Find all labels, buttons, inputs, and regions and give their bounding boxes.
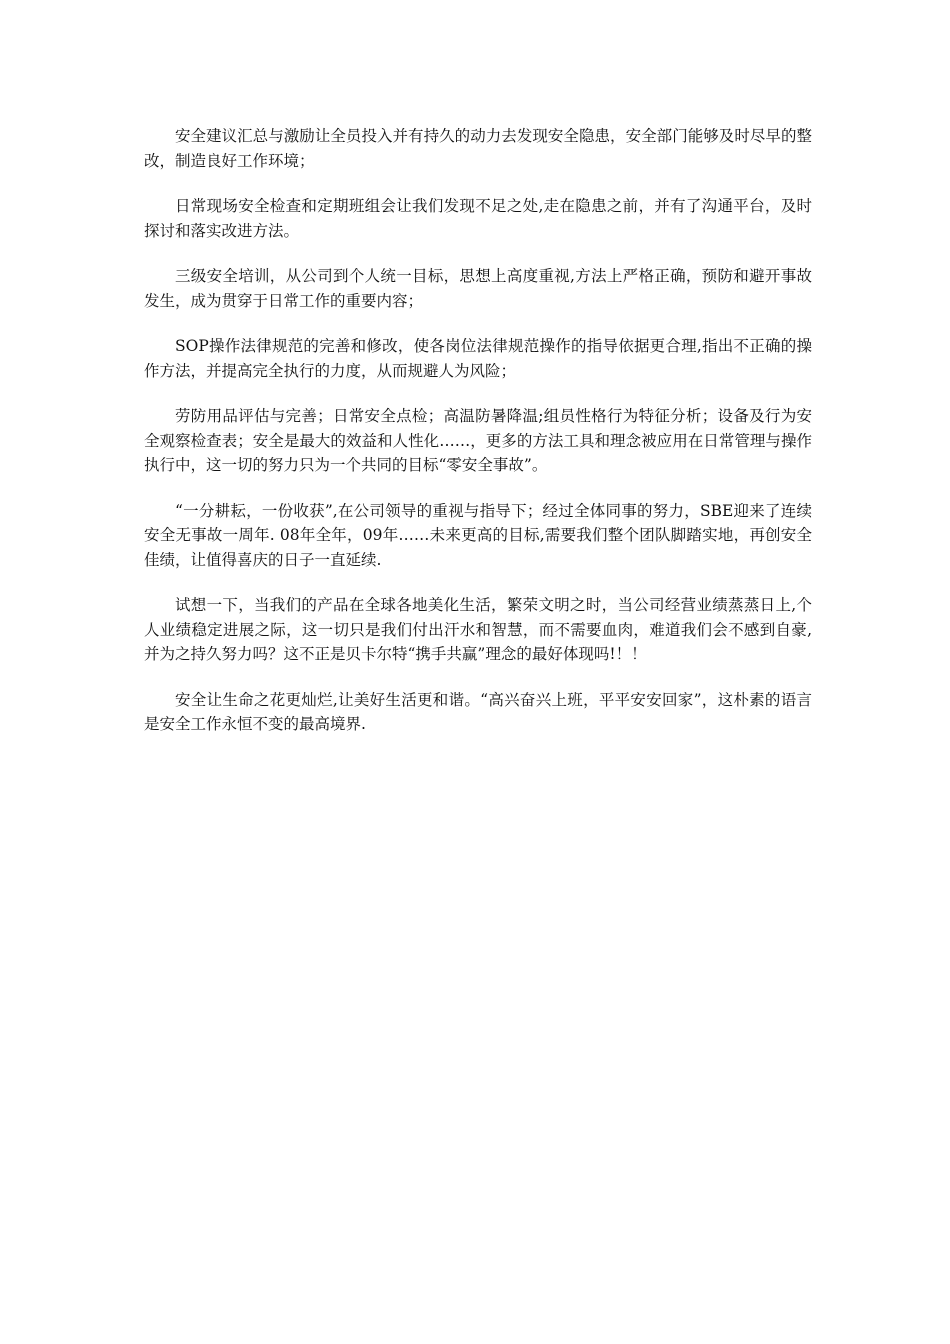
document-body — [144, 124, 812, 758]
paragraph-7: 试想一下，当我们的产品在全球各地美化生活，繁荣文明之时，当公司经营业绩蒸蒸日上,个人业绩稳定进展之际，这一切只是我们付出汗水和智慧，而不需要血肉，难道我们会不感到自豪,并为之持久努力吗？这不正是贝卡尔特“携手共赢”理念的最好体现吗!！！ — [144, 596, 812, 663]
paragraph-8: 安全让生命之花更灿烂,让美好生活更和谐。“高兴奋兴上班，平平安安回家”，这朴素的语言是安全工作永恒不变的最高境界. — [144, 690, 812, 733]
paragraph-3: 三级安全培训，从公司到个人统一目标，思想上高度重视,方法上严格正确，预防和避开事故发生，成为贯穿于日常工作的重要内容； — [144, 267, 812, 310]
paragraph-2: 日常现场安全检查和定期班组会让我们发现不足之处,走在隐患之前，并有了沟通平台，及时探讨和落实改进方法。 — [144, 197, 812, 240]
paragraph-4: SOP操作法律规范的完善和修改，使各岗位法律规范操作的指导依据更合理,指出不正确的操作方法，并提高完全执行的力度，从而规避人为风险； — [144, 337, 812, 380]
paragraph-6: “一分耕耘，一份收获”,在公司领导的重视与指导下；经过全体同事的努力，SBE迎来了连续安全无事故一周年. 08年全年，09年……未来更高的目标,需要我们整个团队脚踏实地，再创安全佳绩，让值得喜庆的日子一直延续. — [144, 501, 812, 569]
paragraph-5: 劳防用品评估与完善；日常安全点检；高温防暑降温;组员性格行为特征分析；设备及行为安全观察检查表；安全是最大的效益和人性化……，更多的方法工具和理念被应用在日常管理与操作执行中，这一切的努力只为一个共同的目标“零安全事故”。 — [144, 407, 812, 474]
paragraph-1: 安全建议汇总与激励让全员投入并有持久的动力去发现安全隐患，安全部门能够及时尽早的整改，制造良好工作环境； — [144, 127, 812, 170]
